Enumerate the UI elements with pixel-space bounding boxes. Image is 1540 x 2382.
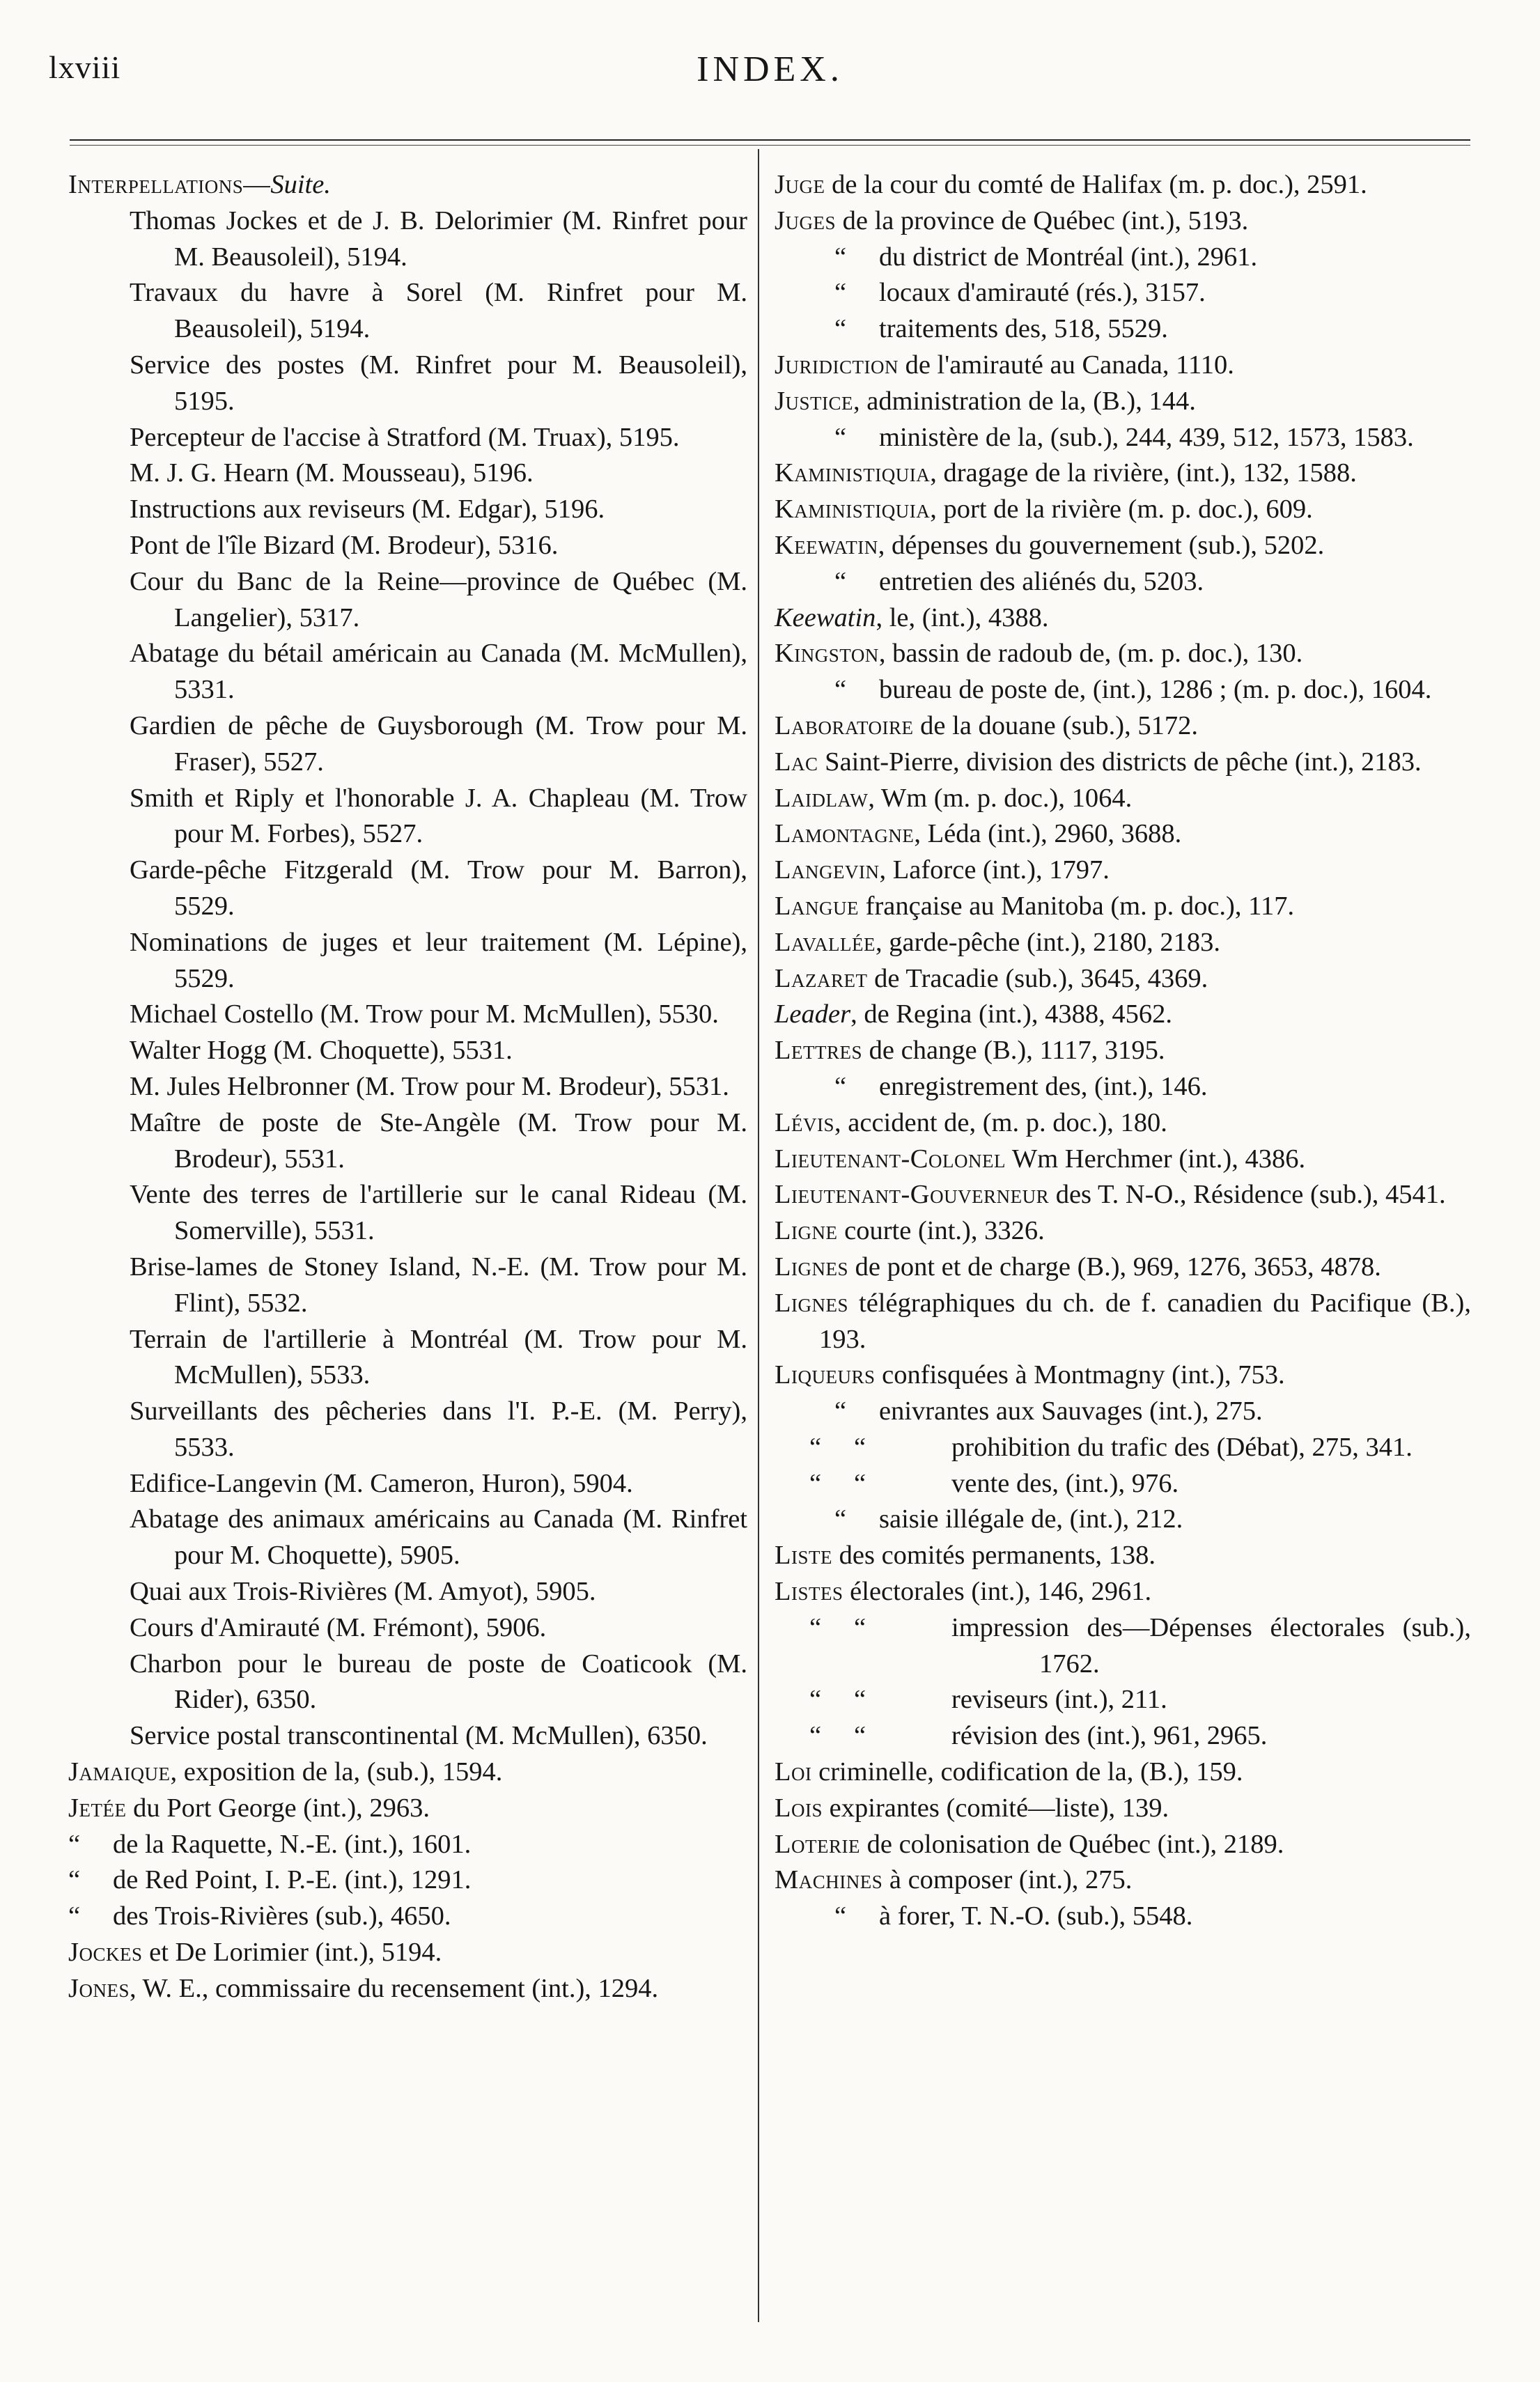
index-entry: Listes électorales (int.), 146, 2961. xyxy=(775,1577,1152,1607)
index-subentry: “ enivrantes aux Sauvages (int.), 275. xyxy=(834,1396,1263,1426)
interpellation-entry: Thomas Jockes et de J. B. Delorimier (M. Rinfret pour M. Beausoleil), 5194. xyxy=(130,205,747,272)
interpellations-list xyxy=(68,203,747,1754)
right-column xyxy=(775,167,1471,1935)
index-subentry: “ de Red Point, I. P.-E. (int.), 1291. xyxy=(68,1865,472,1895)
interpellation-entry: Instructions aux reviseurs (M. Edgar), 5196. xyxy=(130,495,605,524)
interpellation-entry: Surveillants des pêcheries dans l'I. P.-E. (M. Perry), 5533. xyxy=(130,1396,747,1462)
index-subentry: “ des Trois-Rivières (sub.), 4650. xyxy=(68,1901,451,1931)
index-subentry: “ saisie illégale de, (int.), 212. xyxy=(834,1504,1183,1534)
interpellation-entry: Gardien de pêche de Guysborough (M. Trow pour M. Fraser), 5527. xyxy=(130,710,747,777)
interpellation-entry: Service des postes (M. Rinfret pour M. Beausoleil), 5195. xyxy=(130,350,747,416)
interpellation-entry: Quai aux Trois-Rivières (M. Amyot), 5905. xyxy=(130,1577,596,1607)
index-subentry: “ “ impression des—Dépenses électorales (sub.), 1762. xyxy=(809,1612,1471,1679)
index-entry: Lac Saint-Pierre, division des districts de pêche (int.), 2183. xyxy=(775,747,1422,777)
index-entry: Lieutenant-Colonel Wm Herchmer (int.), 4386. xyxy=(775,1144,1306,1174)
index-subentry: “ “ prohibition du trafic des (Débat), 275, 341. xyxy=(809,1432,1413,1462)
index-entry: Juge de la cour du comté de Halifax (m. p. doc.), 2591. xyxy=(775,170,1367,199)
index-entry: Juges de la province de Québec (int.), 5193. xyxy=(775,205,1249,235)
index-subentry: “ bureau de poste de, (int.), 1286 ; (m. p. doc.), 1604. xyxy=(834,675,1432,705)
index-entry: Loi criminelle, codification de la, (B.), 159. xyxy=(775,1757,1243,1787)
index-entry: Liqueurs confisquées à Montmagny (int.), 753. xyxy=(775,1360,1285,1390)
page-title: INDEX. xyxy=(697,49,843,89)
index-entry: Lazaret de Tracadie (sub.), 3645, 4369. xyxy=(775,963,1208,993)
index-entry: Lieutenant-Gouverneur des T. N-O., Résidence (sub.), 4541. xyxy=(775,1180,1446,1210)
index-subentry: “ “ vente des, (int.), 976. xyxy=(809,1468,1179,1498)
index-entry: Keewatin, dépenses du gouvernement (sub.), 5202. xyxy=(775,530,1325,560)
index-entry: Laidlaw, Wm (m. p. doc.), 1064. xyxy=(775,783,1133,813)
index-entry: Liste des comités permanents, 138. xyxy=(775,1541,1156,1571)
interpellation-entry: Cours d'Amirauté (M. Frémont), 5906. xyxy=(130,1612,547,1642)
interpellation-entry: Maître de poste de Ste-Angèle (M. Trow pour M. Brodeur), 5531. xyxy=(130,1107,747,1174)
index-entry: Kaministiquia, dragage de la rivière, (int.), 132, 1588. xyxy=(775,458,1357,488)
index-entry: Loterie de colonisation de Québec (int.), 2189. xyxy=(775,1829,1284,1859)
interpellation-entry: Terrain de l'artillerie à Montréal (M. Trow pour M. McMullen), 5533. xyxy=(130,1324,747,1390)
index-entry: Langevin, Laforce (int.), 1797. xyxy=(775,855,1110,885)
index-entry: Lignes de pont et de charge (B.), 969, 1276, 3653, 4878. xyxy=(775,1252,1381,1282)
interpellation-entry: M. Jules Helbronner (M. Trow pour M. Brodeur), 5531. xyxy=(130,1071,729,1101)
interpellation-entry: Abatage des animaux américains au Canada (M. Rinfret pour M. Choquette), 5905. xyxy=(130,1504,747,1571)
interpellation-entry: Travaux du havre à Sorel (M. Rinfret pour M. Beausoleil), 5194. xyxy=(130,278,747,344)
interpellation-entry: Michael Costello (M. Trow pour M. McMullen), 5530. xyxy=(130,999,719,1029)
interpellation-entry: Walter Hogg (M. Choquette), 5531. xyxy=(130,1036,513,1066)
interpellation-entry: Percepteur de l'accise à Stratford (M. Truax), 5195. xyxy=(130,422,680,452)
interpellation-entry: Garde-pêche Fitzgerald (M. Trow pour M. Barron), 5529. xyxy=(130,855,747,921)
interpellation-entry: Cour du Banc de la Reine—province de Québec (M. Langelier), 5317. xyxy=(130,566,747,632)
index-entry: Lévis, accident de, (m. p. doc.), 180. xyxy=(775,1107,1167,1137)
index-entry: Lignes télégraphiques du ch. de f. canadien du Pacifique (B.), 193. xyxy=(775,1288,1471,1354)
section-heading: Interpellations—Suite. xyxy=(68,170,331,199)
left-column xyxy=(68,167,747,2007)
column-divider xyxy=(758,149,759,2322)
index-entry: Jockes et De Lorimier (int.), 5194. xyxy=(68,1938,442,1968)
index-entry: Laboratoire de la douane (sub.), 5172. xyxy=(775,710,1198,740)
interpellation-entry: M. J. G. Hearn (M. Mousseau), 5196. xyxy=(130,458,534,488)
index-subentry: “ enregistrement des, (int.), 146. xyxy=(834,1071,1208,1101)
interpellation-entry: Smith et Riply et l'honorable J. A. Chapleau (M. Trow pour M. Forbes), 5527. xyxy=(130,783,747,849)
interpellation-entry: Vente des terres de l'artillerie sur le canal Rideau (M. Somerville), 5531. xyxy=(130,1180,747,1246)
index-subentry: “ locaux d'amirauté (rés.), 3157. xyxy=(834,278,1206,308)
index-entry: Kaministiquia, port de la rivière (m. p. doc.), 609. xyxy=(775,495,1313,524)
interpellation-entry: Charbon pour le bureau de poste de Coaticook (M. Rider), 6350. xyxy=(130,1649,747,1715)
index-entry: Jetée du Port George (int.), 2963. xyxy=(68,1793,430,1823)
index-entry: Lavallée, garde-pêche (int.), 2180, 2183. xyxy=(775,927,1221,957)
index-entry: Kingston, bassin de radoub de, (m. p. doc.), 130. xyxy=(775,639,1303,669)
interpellation-entry: Pont de l'île Bizard (M. Brodeur), 5316. xyxy=(130,530,559,560)
index-entry: Leader, de Regina (int.), 4388, 4562. xyxy=(775,999,1173,1029)
index-entry: Ligne courte (int.), 3326. xyxy=(775,1216,1045,1246)
header-rule xyxy=(70,139,1470,146)
index-subentry: “ à forer, T. N.-O. (sub.), 5548. xyxy=(834,1901,1193,1931)
index-entry: Lamontagne, Léda (int.), 2960, 3688. xyxy=(775,819,1182,849)
index-subentry: “ entretien des aliénés du, 5203. xyxy=(834,566,1204,596)
index-entry: Keewatin, le, (int.), 4388. xyxy=(775,602,1049,632)
index-subentry: “ de la Raquette, N.-E. (int.), 1601. xyxy=(68,1829,472,1859)
interpellation-entry: Brise-lames de Stoney Island, N.-E. (M. Trow pour M. Flint), 5532. xyxy=(130,1252,747,1318)
index-entry: Machines à composer (int.), 275. xyxy=(775,1865,1133,1895)
index-subentry: “ traitements des, 518, 5529. xyxy=(834,314,1168,344)
index-entry: Lettres de change (B.), 1117, 3195. xyxy=(775,1036,1165,1066)
interpellation-entry: Nominations de juges et leur traitement (M. Lépine), 5529. xyxy=(130,927,747,993)
index-entry: Langue française au Manitoba (m. p. doc.), 117. xyxy=(775,891,1295,921)
index-subentry: “ du district de Montréal (int.), 2961. xyxy=(834,242,1258,272)
index-subentry: “ ministère de la, (sub.), 244, 439, 512, 1573, 1583. xyxy=(834,422,1414,452)
index-entry: Jones, W. E., commissaire du recensement (int.), 1294. xyxy=(68,1973,659,2003)
index-entry: Lois expirantes (comité—liste), 139. xyxy=(775,1793,1169,1823)
interpellation-entry: Service postal transcontinental (M. McMullen), 6350. xyxy=(130,1721,708,1751)
index-subentry: “ “ révision des (int.), 961, 2965. xyxy=(809,1721,1268,1751)
index-subentry: “ “ reviseurs (int.), 211. xyxy=(809,1685,1167,1715)
interpellation-entry: Abatage du bétail américain au Canada (M. McMullen), 5331. xyxy=(130,639,747,705)
index-entry: Justice, administration de la, (B.), 144. xyxy=(775,386,1196,416)
index-entry: Juridiction de l'amirauté au Canada, 1110. xyxy=(775,350,1234,380)
interpellation-entry: Edifice-Langevin (M. Cameron, Huron), 5904. xyxy=(130,1468,633,1498)
page-number: lxviii xyxy=(49,49,121,85)
index-entry: Jamaique, exposition de la, (sub.), 1594. xyxy=(68,1757,503,1787)
